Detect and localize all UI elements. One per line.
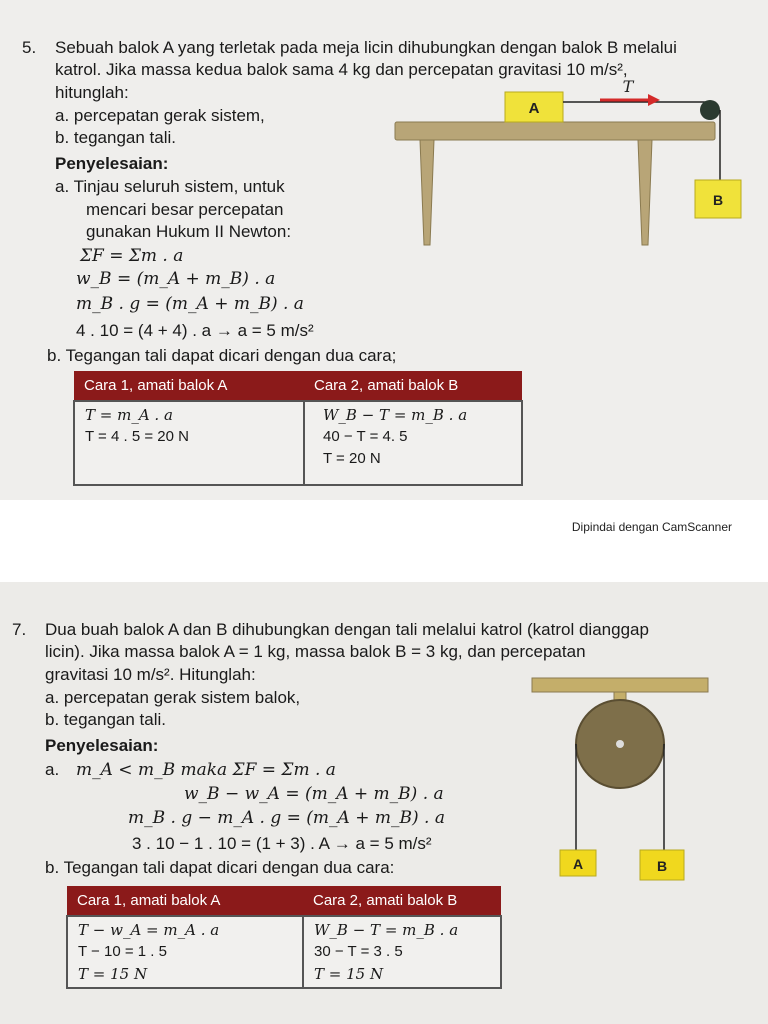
method-1-cell [74,401,304,485]
solution-text-line: gunakan Hukum II Newton: [86,222,292,241]
table-pulley-diagram [390,70,768,260]
solution-text-line: mencari besar percepatan [86,200,284,219]
problem-number: 5. [22,38,37,57]
solution-text-line: a. Tinjau seluruh sistem, untuk [55,177,285,196]
equation-4: 3 . 10 − 1 . 10 = (1 + 3) . A → a = 5 m/s² [132,834,432,853]
ceiling-beam [532,678,708,692]
table-top [395,122,715,140]
equation-3: m_B . g = (m_A + m_B) . a [76,294,304,314]
problem-text-line: Dua buah balok A dan B dihubungkan dengan tali melalui katrol (katrol dianggap [45,620,649,639]
method-1-header: Cara 1, amati balok A [67,886,303,916]
question-item-a: a. percepatan gerak sistem balok, [45,688,301,707]
method-1-line: T = 4 . 5 = 20 N [85,428,189,445]
question-item-b: b. tegangan tali. [45,710,166,729]
method-2-line: 30 − T = 3 . 5 [314,943,403,960]
equation-3: m_B . g − m_A . g = (m_A + m_B) . a [128,808,445,828]
method-1-line: T − w_A = m_A . a [78,921,220,939]
table-leg-left [420,140,434,245]
equation-1: ΣF = Σm . a [80,246,184,266]
block-b-label: B [712,192,724,208]
solution-label: Penyelesaian: [45,736,159,755]
block-b-label: B [656,858,668,874]
solution-table [66,886,502,989]
question-item-b: b. tegangan tali. [55,128,176,147]
equation-1: m_A < m_B maka ΣF = Σm . a [76,760,336,780]
solution-label: Penyelesaian: [55,154,169,173]
problem-number: 7. [12,620,27,639]
solution-table [73,371,523,486]
method-2-line: W_B − T = m_B . a [323,406,468,424]
problem-5-panel [0,0,768,500]
method-1-cell [67,916,303,988]
table-leg-right [638,140,652,245]
method-2-line: W_B − T = m_B . a [314,921,459,939]
equation-2: w_B = (m_A + m_B) . a [76,269,276,289]
equation-2: w_B − w_A = (m_A + m_B) . a [184,784,444,804]
pulley [700,100,720,120]
problem-text-line: katrol. Jika massa kedua balok sama 4 kg dan percepatan gravitasi 10 m/s², [55,60,628,79]
method-1-header: Cara 1, amati balok A [74,371,304,401]
block-a-label: A [572,856,584,872]
problem-text-line: gravitasi 10 m/s². Hitunglah: [45,665,256,684]
pulley-axle [616,740,624,748]
method-2-cell [303,916,501,988]
tension-arrow-head [648,94,660,106]
method-2-cell [304,401,522,485]
scanner-watermark: Dipindai dengan CamScanner [571,520,732,534]
solution-part-b: b. Tegangan tali dapat dicari dengan dua cara; [47,346,397,365]
method-1-line: T = 15 N [78,965,148,983]
tension-label: T [622,77,634,96]
method-2-header: Cara 2, amati balok B [303,886,501,916]
problem-text-line: hitunglah: [55,83,129,102]
problem-text-line: licin). Jika massa balok A = 1 kg, massa balok B = 3 kg, dan percepatan [45,642,586,661]
solution-part-a-label: a. [45,760,60,779]
method-2-line: 40 − T = 4. 5 [323,428,408,445]
method-1-line: T − 10 = 1 . 5 [78,943,167,960]
method-2-line: T = 15 N [314,965,384,983]
method-1-line: T = m_A . a [85,406,173,424]
block-a-label: A [528,100,540,117]
method-2-header: Cara 2, amati balok B [304,371,522,401]
problem-7-panel [0,582,768,1024]
equation-4: 4 . 10 = (4 + 4) . a → a = 5 m/s² [76,321,314,340]
method-2-line: T = 20 N [323,450,381,467]
solution-part-b: b. Tegangan tali dapat dicari dengan dua cara: [45,858,395,877]
problem-text-line: Sebuah balok A yang terletak pada meja licin dihubungkan dengan balok B melalui [55,38,677,57]
atwood-pulley-diagram [530,672,730,887]
question-item-a: a. percepatan gerak sistem, [55,106,265,125]
